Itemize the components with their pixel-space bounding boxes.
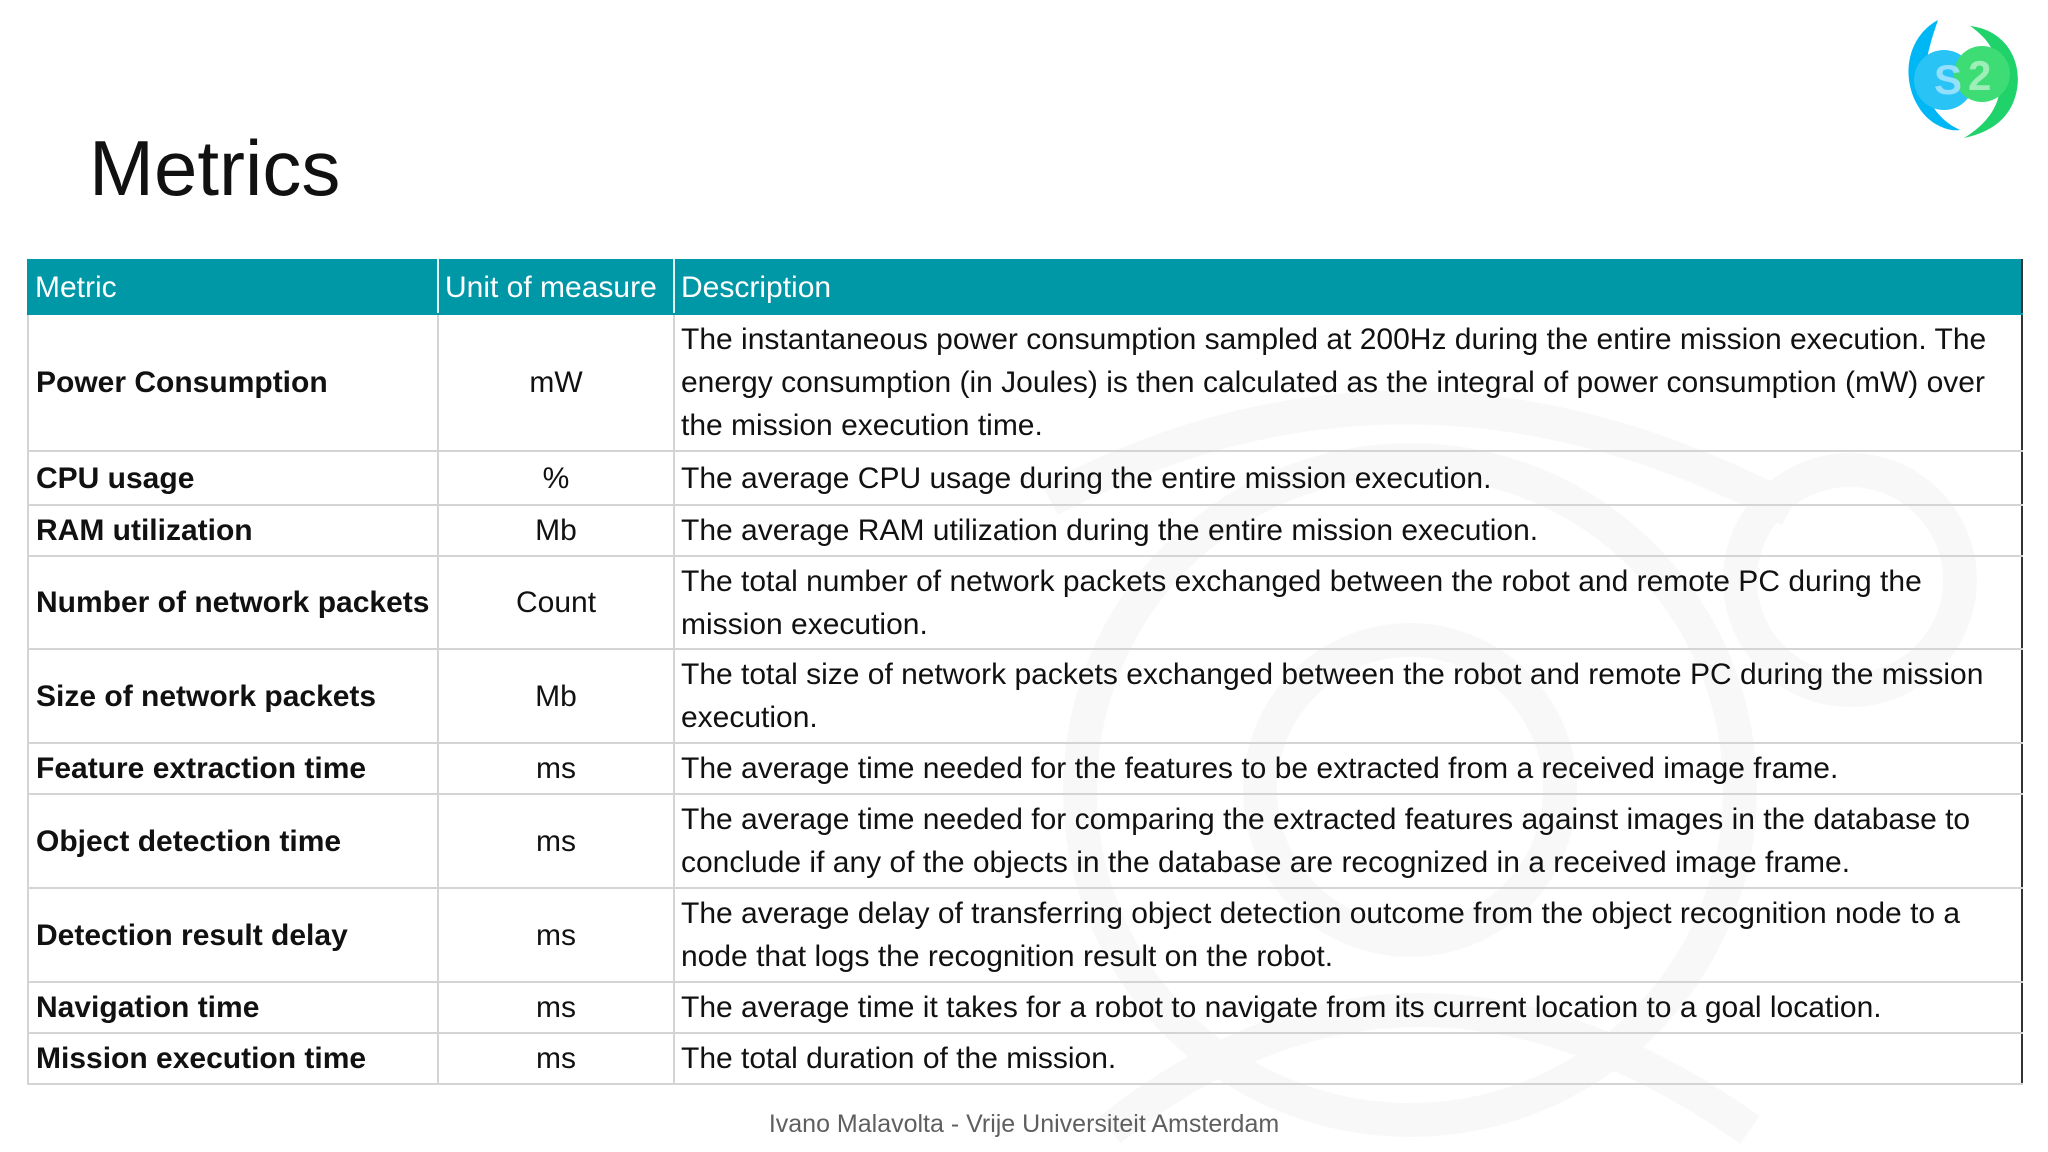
svg-text:S: S: [1934, 56, 1963, 103]
metric-unit: Count: [438, 556, 674, 649]
header-unit-of-measure: Unit of measure: [438, 260, 674, 314]
metric-description: The total number of network packets exchanged between the robot and remote PC during the mission execution.: [674, 556, 2022, 649]
table-row: [28, 743, 2022, 794]
metric-name: Power Consumption: [28, 314, 438, 451]
table-row: [28, 982, 2022, 1033]
metric-name: Detection result delay: [28, 888, 438, 982]
metric-unit: ms: [438, 743, 674, 794]
metric-description: The average time needed for comparing the extracted features against images in the database to conclude if any of the objects in the database are recognized in a received image frame.: [674, 794, 2022, 888]
header-description: Description: [674, 260, 2022, 314]
metric-unit: ms: [438, 794, 674, 888]
metric-unit: mW: [438, 314, 674, 451]
table-row: [28, 794, 2022, 888]
metric-unit: ms: [438, 888, 674, 982]
s2-group-logo: [1898, 14, 2028, 140]
table-row: [28, 314, 2022, 451]
metric-description: The average CPU usage during the entire mission execution.: [674, 451, 2022, 505]
metric-description: The average delay of transferring object detection outcome from the object recognition node to a node that logs the recognition result on the robot.: [674, 888, 2022, 982]
table-header-row: [28, 260, 2022, 314]
metric-description: The total duration of the mission.: [674, 1033, 2022, 1084]
table-row: [28, 505, 2022, 556]
metric-unit: Mb: [438, 649, 674, 743]
metric-name: Mission execution time: [28, 1033, 438, 1084]
metric-name: CPU usage: [28, 451, 438, 505]
table-row: [28, 649, 2022, 743]
metric-description: The average time it takes for a robot to navigate from its current location to a goal location.: [674, 982, 2022, 1033]
slide-footer: Ivano Malavolta - Vrije Universiteit Amsterdam: [768, 1110, 1280, 1138]
metric-unit: Mb: [438, 505, 674, 556]
metric-description: The total size of network packets exchanged between the robot and remote PC during the mission execution.: [674, 649, 2022, 743]
metric-unit: ms: [438, 1033, 674, 1084]
metric-name: RAM utilization: [28, 505, 438, 556]
metrics-table: [27, 259, 2023, 1085]
metric-name: Size of network packets: [28, 649, 438, 743]
table-row: [28, 1033, 2022, 1084]
metric-description: The average RAM utilization during the entire mission execution.: [674, 505, 2022, 556]
metric-description: The average time needed for the features to be extracted from a received image frame.: [674, 743, 2022, 794]
table-row: [28, 451, 2022, 505]
metric-description: The instantaneous power consumption sampled at 200Hz during the entire mission execution. The energy consumption (in Joules) is then calculated as the integral of power consumption (mW) over the mission execution time.: [674, 314, 2022, 451]
metric-name: Object detection time: [28, 794, 438, 888]
metric-unit: ms: [438, 982, 674, 1033]
svg-text:2: 2: [1968, 52, 1992, 99]
header-metric: Metric: [28, 260, 438, 314]
metric-name: Navigation time: [28, 982, 438, 1033]
metric-name: Feature extraction time: [28, 743, 438, 794]
metric-unit: %: [438, 451, 674, 505]
table-row: [28, 556, 2022, 649]
table-row: [28, 888, 2022, 982]
slide-title: Metrics: [89, 124, 341, 212]
metric-name: Number of network packets: [28, 556, 438, 649]
